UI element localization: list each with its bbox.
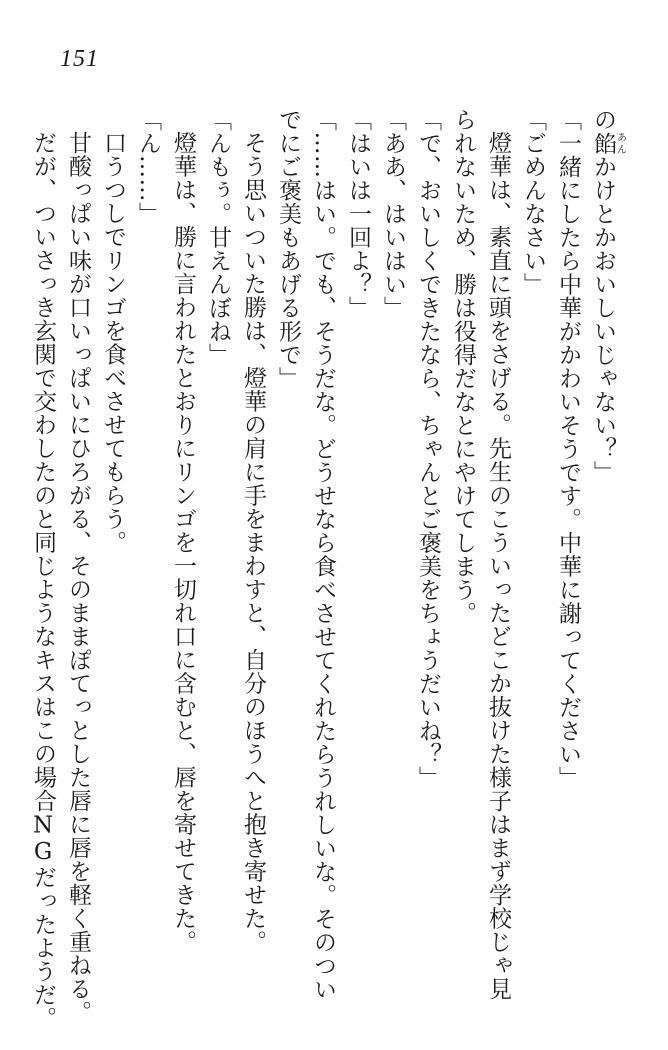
text-line: そう思いついた勝は、燈華の肩に手をまわすと、自分のほうへと抱き寄せた。 [240, 131, 266, 954]
page-number: 151 [60, 46, 99, 72]
text-block [30, 108, 625, 1048]
text-line: 「ん……」 [135, 108, 161, 226]
text-line: 「はいは一回よ？」 [345, 108, 371, 320]
latin-text: NG [30, 812, 56, 866]
text-line: 燈華は、素直に頭をさげる。先生のこういったどこか抜けた様子はまず学校じゃ見 [485, 131, 511, 1001]
furigana: あん [614, 131, 626, 155]
text-line: 「……はい。でも、そうだな。どうせなら食べさせてくれたらうれしいな。そのつい [310, 108, 336, 1001]
text-line: 「ああ、はいはい」 [380, 108, 406, 320]
text-line: 口うつしでリンゴを食べさせてもらう。 [100, 131, 126, 554]
text-line: 「で、おいしくできたなら、ちゃんとご褒美をちょうだいね？」 [415, 108, 441, 790]
text-line: 燈華は、勝に言われたとおりにリンゴを一切れ口に含むと、唇を寄せてきた。 [170, 131, 196, 954]
text-line: られないため、勝は役得だなとにやけてしまう。 [450, 108, 476, 625]
ruby-annotated-kanji: 餡あん [590, 131, 626, 155]
text-line: だが、ついさっき玄関で交わしたのと同じようなキスはこの場合NGだったようだ。 [30, 131, 56, 1030]
text-line: 甘酸っぱい味が口いっぱいにひろがる、そのままぽてっとした唇に唇を軽く重ねる。 [65, 131, 91, 1024]
text-line: 「一緒にしたら中華がかわいそうです。中華に謝ってください」 [555, 108, 581, 790]
text-line: の餡あんかけとかおいしいじゃない？」 [590, 108, 626, 484]
text-line: 「ごめんなさい」 [520, 108, 546, 296]
text-line: でにご褒美もあげる形で」 [275, 108, 301, 390]
text-line: 「んもぅ。甘えんぼね」 [205, 108, 231, 367]
